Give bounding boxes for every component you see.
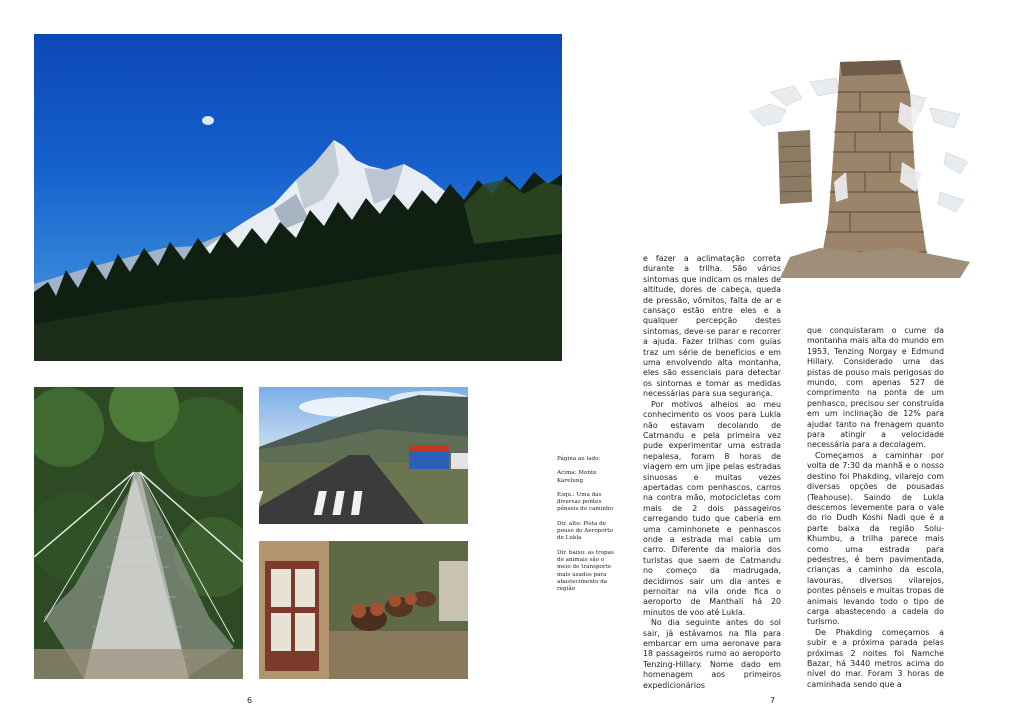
article-column-1	[643, 254, 781, 691]
caption-heading: Página ao lado:	[557, 456, 601, 462]
mountain-scene	[34, 34, 562, 361]
pack-animals-scene	[259, 541, 468, 679]
stupa-prayer-flags-image	[750, 52, 975, 280]
paragraph: e fazer a aclimatação correta durante a trilha. São vários sintomas que indicam os males de altitude, dores de cabeça, queda de pressão, vômitos, falta de ar e cansaço estão entre eles e a qualquer percepção destes sintomas, deve-se parar e recorrer a ajuda. Fazer trilhas com guias traz um série de benefícios e em uma envolvendo alta montanha, eles são essenciais para detectar os sintomas e tomar as medidas necessárias para sua segurança.	[643, 254, 781, 399]
page-number-left: 6	[247, 696, 253, 705]
mountain-photo	[34, 34, 562, 361]
paragraph: De Phakding começamos a subir e a próxima parada pelas próximas 2 noites foi Namche Bazar, há 3440 metros acima do nível do mar. Foram 3 horas de caminhada sendo que a	[807, 627, 944, 689]
suspension-bridge-photo	[34, 387, 243, 679]
paragraph: Começamos a caminhar por volta de 7:30 da manhã e o nosso destino foi Phakding, vilarejo com diversas opções de pousadas (Teahouse). Saindo de Lukla descemos levemente para o vale do rio Dudh Koshi Nadi que é a parte baixa da região Solu-Khumbu, a trilha parece mais como uma estrada para pedestres, é bem pavimentada, crianças a caminho da escola, lavouras, diversos vilarejos, pontes pênseis e muitas tropas de animais levando todo o tipo de carga abastecendo a cadeia do turismo.	[807, 450, 944, 627]
bridge-scene	[34, 387, 243, 679]
caption-top: Acima: Monte Karelung	[557, 470, 597, 484]
airstrip-scene	[259, 387, 468, 524]
paragraph: Por motivos alheios ao meu conhecimento os voos para Lukla não estavam decolando de Catmandu e pela primeira vez pude experimentar uma estrada nepalesa, foram 8 horas de viagem em um jipe pelas estradas sinuosas e muitas vezes apertadas com penhascos, carros na contra mão, motocicletas com mais de 2 dois passageiros carregando tudo que caberia em uma caminhonete e penhascos onde a estrada mal cabia um carro. Diferente da maioria dos turistas que saem de Catmandu no começo da madrugada, decidimos sair um dia antes e pernoitar na vila onde fica o aeroporto de Manthali há 20 minutos de voo até Lukla.	[643, 399, 781, 617]
lukla-airstrip-photo	[259, 387, 468, 524]
paragraph: que conquistaram o cume da montanha mais alta do mundo em 1953, Tenzing Norgay e Edmund Hillary. Considerado uma das pistas de pouso mais perigosas do mundo, com apenas 527 de comprimento na ponta de um penhasco, precisou ser construída em um inclinação de 12% para ajudar tanto na frenagem quanto para atingir a velocidade necessária para a decolagem.	[807, 326, 944, 450]
caption-right-bottom: Dir. baixo: as tropas de animais são o meio de transporte mais usados para abastecimento da região	[557, 549, 614, 593]
caption-right-top: Dir. alto: Pista de pouso do Aeroporto de Lukla	[557, 520, 613, 542]
caption-left: Esqu.: Uma das diversas pontes pênseis do caminho	[557, 491, 613, 513]
paragraph: No dia seguinte antes do sol sair, já estávamos na fila para embarcar em uma aeronave para 18 passageiros rumo ao aeroporto Tenzing-Hillary. Nome dado em homenagem aos primeiros expedicionários	[643, 618, 781, 690]
pack-animals-photo	[259, 541, 468, 679]
article-column-2	[807, 326, 944, 690]
page-number-right: 7	[770, 696, 776, 705]
